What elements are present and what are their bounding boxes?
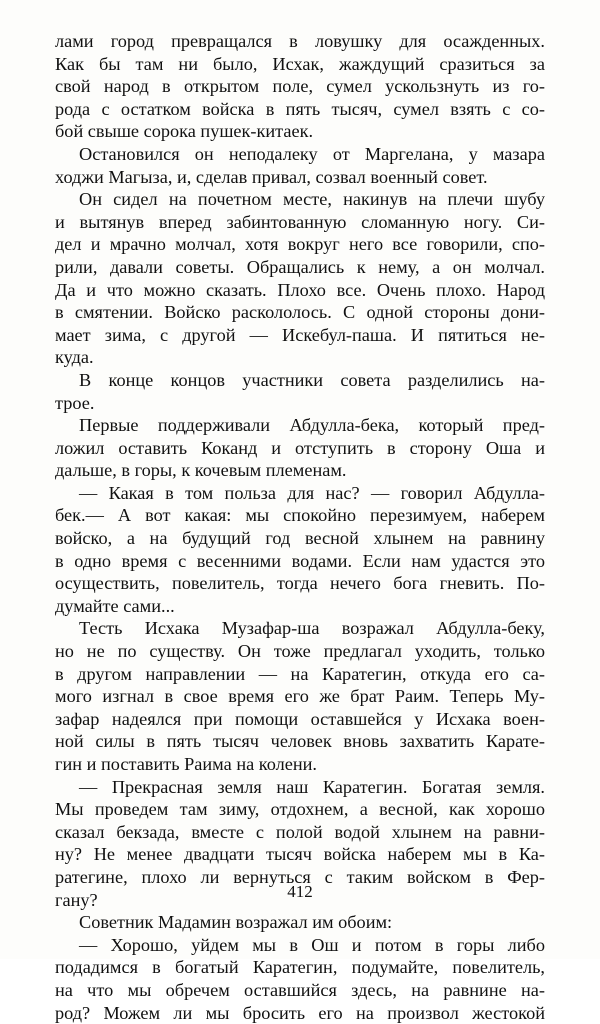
text-line: ходжи Магыза, и, сделав привал, созвал военный совет. [55, 166, 488, 187]
text-line: подадимся в богатый Каратегин, подумайте, повелитель, [55, 957, 545, 978]
text-line: бек.— А вот какая: мы спокойно перезимуем, наберем [55, 505, 545, 526]
text-line: трое. [55, 392, 95, 413]
text-line: лами город превращался в ловушку для осажденных. [55, 31, 545, 51]
text-line: дел и мрачно молчал, хотя вокруг него все говорили, спо- [55, 234, 545, 255]
body-text [55, 30, 545, 1024]
text-line: ложил оставить Коканд и отступить в сторону Оша и [55, 437, 545, 458]
text-line: свой народ в открытом поле, сумел ускользнуть из го- [55, 76, 545, 97]
text-line: — Какая в том польза для нас? — говорил Абдулла- [79, 482, 545, 503]
text-line: Мы проведем там зиму, отдохнем, а весной, как хорошо [55, 799, 545, 820]
text-line: в другом направлении — на Каратегин, откуда его са- [55, 663, 545, 684]
text-line: думайте сами... [55, 595, 175, 616]
text-line: Как бы там ни было, Исхак, жаждущий сразиться за [55, 53, 545, 74]
text-line: дальше, в горы, к кочевым племенам. [55, 460, 347, 481]
text-line: и вытянув вперед забинтованную сломанную ногу. Си- [55, 211, 545, 232]
text-line: бой свыше сорока пушек-китаек. [55, 121, 314, 142]
page-number: 412 [287, 882, 313, 901]
text-line: Первые поддерживали Абдулла-бека, который пред- [79, 415, 545, 436]
text-line: Да и что можно сказать. Плохо все. Очень плохо. Народ [55, 279, 545, 300]
text-line: в смятении. Войско раскололось. С одной стороны дони- [55, 302, 545, 323]
text-line: но не по существу. Он тоже предлагал уходить, только [55, 641, 545, 662]
text-line: мает зима, с другой — Искебул-паша. И пятиться не- [55, 324, 545, 345]
text-line: Остановился он неподалеку от Маргелана, у мазара [79, 143, 545, 164]
text-line: рили, давали советы. Обращались к нему, а он молчал. [55, 256, 545, 277]
text-line: осуществить, повелитель, тогда нечего бога гневить. По- [55, 573, 545, 594]
text-line: зафар надеялся при помощи оставшейся у Исхака воен- [55, 708, 545, 729]
text-line: ратегине, плохо ли вернуться с таким войском в Фер- [55, 866, 545, 887]
text-line: ну? Не менее двадцати тысяч войска наберем мы в Ка- [55, 844, 545, 865]
text-line: Советник Мадамин возражал им обоим: [79, 912, 393, 933]
text-line: на что мы обречем оставшийся здесь, на равнине на- [55, 979, 545, 1000]
text-line: — Хорошо, уйдем мы в Ош и потом в горы либо [79, 934, 545, 955]
text-line: мого изгнал в свое время его же брат Раим. Теперь Му- [55, 686, 545, 707]
text-line: ной силы в пять тысяч человек вновь захватить Карате- [55, 731, 545, 752]
text-line: куда. [55, 347, 94, 368]
text-line: гану? [55, 889, 98, 910]
text-line: рода с остатком войска в пять тысяч, сумел взять с со- [55, 98, 545, 119]
text-line: Он сидел на почетном месте, накинув на плечи шубу [79, 189, 545, 210]
text-line: — Прекрасная земля наш Каратегин. Богатая земля. [79, 776, 545, 797]
text-line: Тесть Исхака Музафар-ша возражал Абдулла-беку, [79, 618, 545, 639]
text-line: В конце концов участники совета разделились на- [79, 369, 545, 390]
text-line: род? Можем ли мы бросить его на произвол жестокой [55, 1002, 545, 1023]
text-line: гин и поставить Раима на колени. [55, 754, 318, 774]
text-line: сказал бекзада, вместе с полой водой хлынем на равни- [55, 821, 545, 842]
text-line: войско, а на будущий год весной хлынем на равнину [55, 528, 545, 549]
text-line: в одно время с весенними водами. Если нам удастся это [55, 550, 545, 571]
